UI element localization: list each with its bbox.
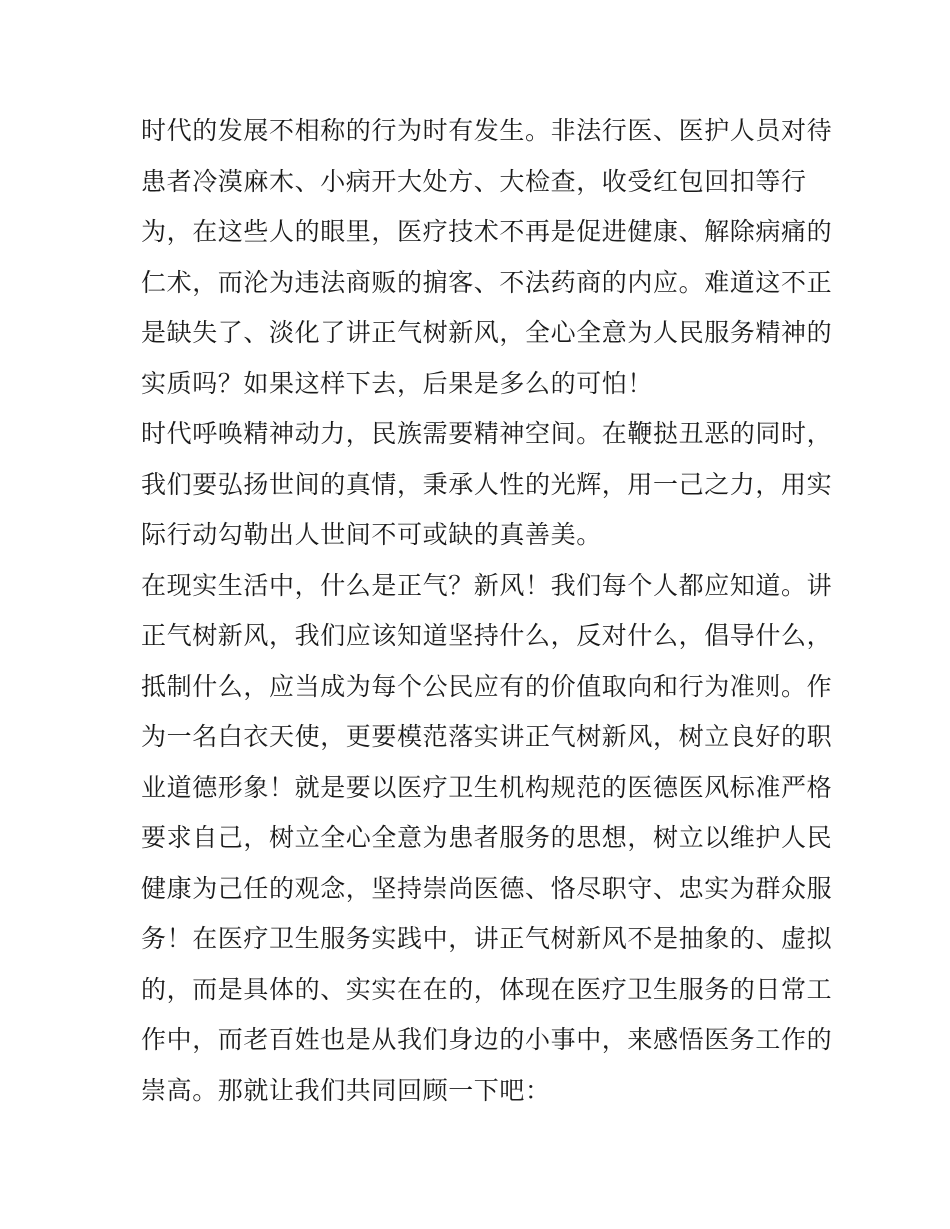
text-line: 仁术，而沦为违法商贩的掮客、不法药商的内应。难道这不正	[141, 267, 833, 297]
text-line: 的，而是具体的、实实在在的，体现在医疗卫生服务的日常工	[141, 974, 833, 1004]
text-line: 我们要弘扬世间的真情，秉承人性的光辉，用一己之力，用实	[141, 469, 833, 499]
text-line: 健康为己任的观念，坚持崇尚医德、恪尽职守、忠实为群众服	[141, 873, 833, 903]
text-line: 要求自己，树立全心全意为患者服务的思想，树立以维护人民	[141, 823, 833, 852]
text-line: 时代的发展不相称的行为时有发生。非法行医、医护人员对待	[141, 116, 833, 145]
text-line: 患者冷漠麻木、小病开大处方、大检查，收受红包回扣等行	[141, 166, 807, 196]
text-line: 作中，而老百姓也是从我们身边的小事中，来感悟医务工作的	[141, 1025, 833, 1054]
text-line: 时代呼唤精神动力，民族需要精神空间。在鞭挞丑恶的同时，	[141, 419, 833, 448]
text-line: 为一名白衣天使，更要模范落实讲正气树新风，树立良好的职	[141, 722, 833, 751]
text-line: 务！在医疗卫生服务实践中，讲正气树新风不是抽象的、虚拟	[141, 924, 833, 953]
text-line: 际行动勾勒出人世间不可或缺的真善美。	[141, 520, 602, 549]
body-text	[141, 106, 833, 1116]
text-line: 抵制什么，应当成为每个公民应有的价值取向和行为准则。作	[141, 671, 833, 701]
text-line: 为，在这些人的眼里，医疗技术不再是促进健康、解除病痛的	[141, 217, 833, 246]
text-line: 业道德形象！就是要以医疗卫生机构规范的医德医风标准严格	[141, 772, 833, 802]
text-line: 是缺失了、淡化了讲正气树新风，全心全意为人民服务精神的	[141, 318, 833, 347]
text-line: 崇高。那就让我们共同回顾一下吧：	[141, 1075, 551, 1105]
text-line: 实质吗？如果这样下去，后果是多么的可怕！	[141, 368, 654, 398]
text-line: 在现实生活中，什么是正气？新风！我们每个人都应知道。讲	[141, 570, 833, 600]
text-line: 正气树新风，我们应该知道坚持什么，反对什么，倡导什么，	[141, 621, 833, 650]
